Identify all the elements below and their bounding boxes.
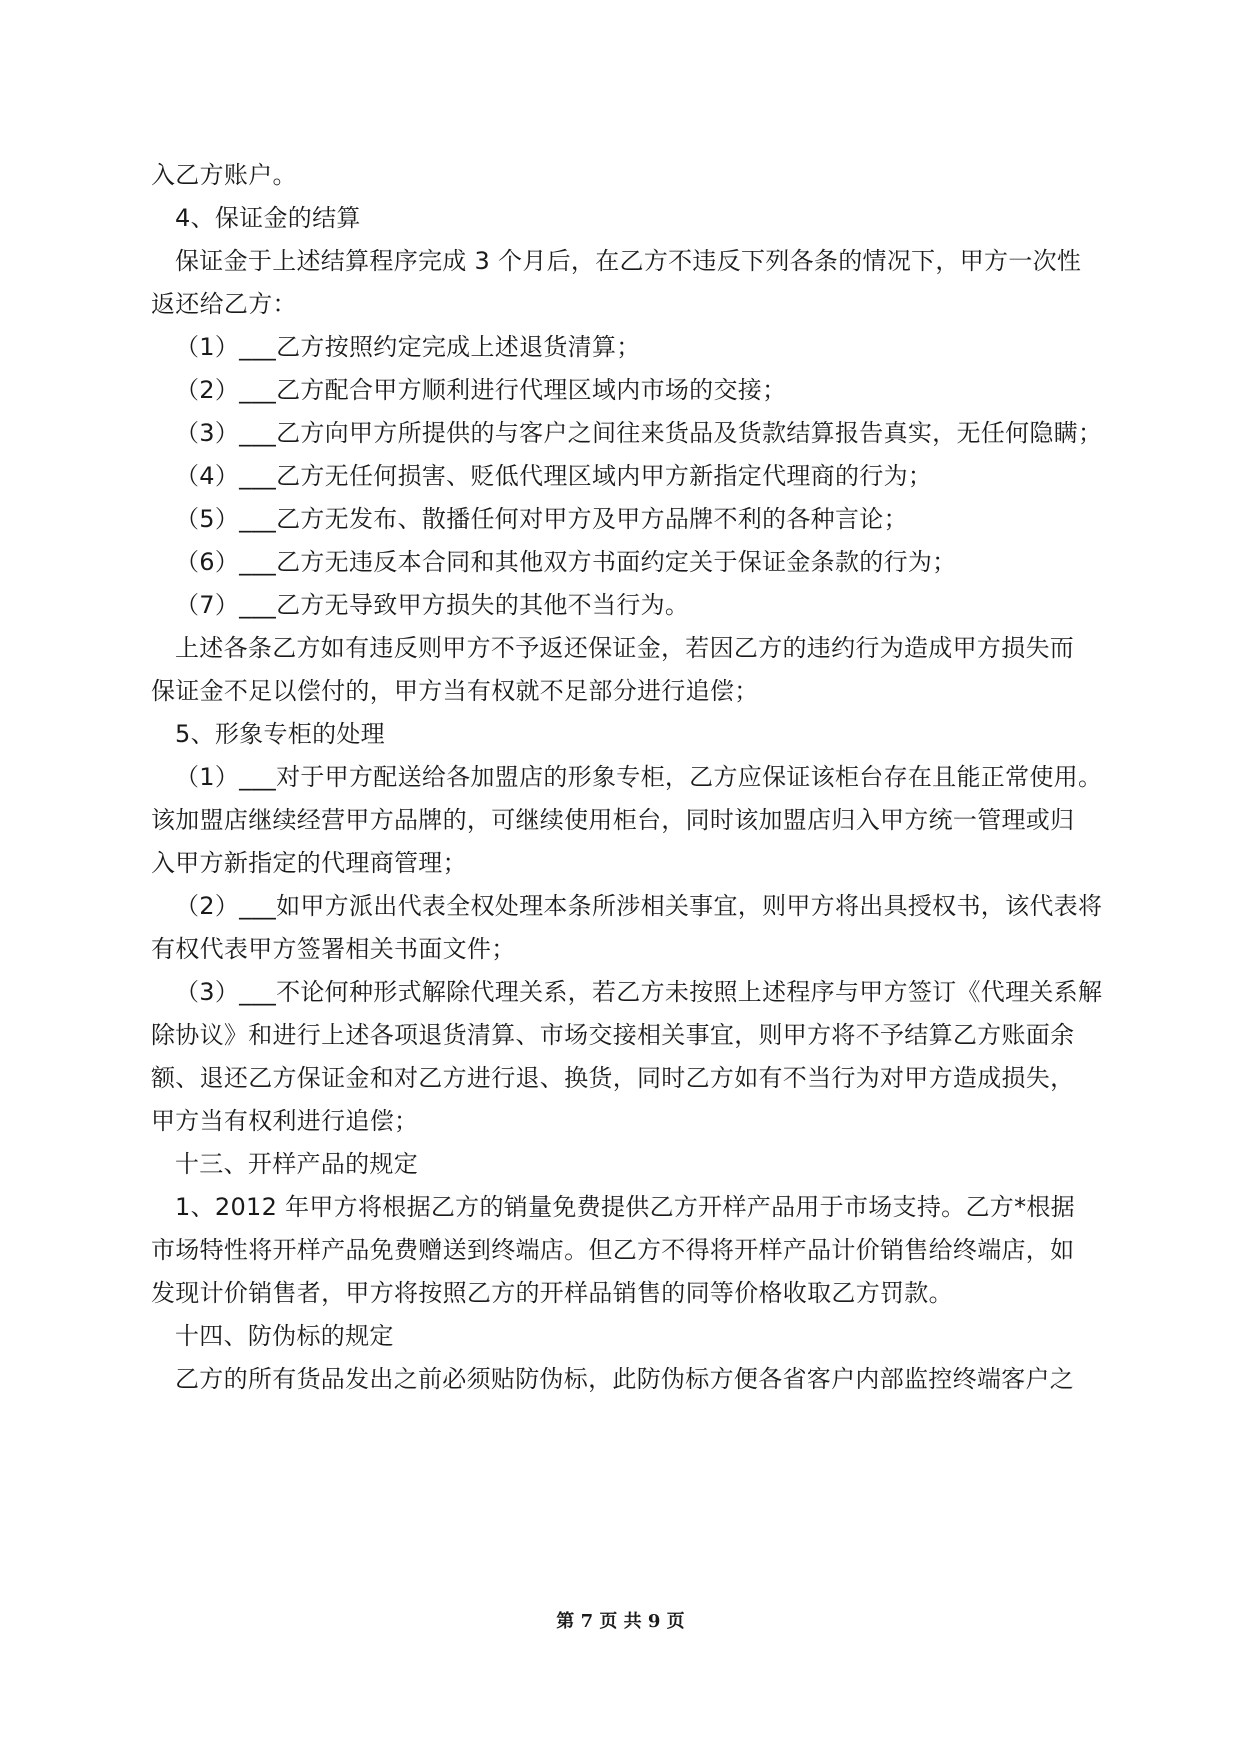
- paragraph-line: 甲方当有权利进行追偿；: [151, 1107, 419, 1135]
- paragraph-line: 除协议》和进行上述各项退货清算、市场交接相关事宜，则甲方将不予结算乙方账面余: [151, 1021, 1075, 1049]
- list-item: （3）___不论何种形式解除代理关系，若乙方未按照上述程序与甲方签订《代理关系解: [175, 978, 1103, 1006]
- paragraph-line: 乙方的所有货品发出之前必须贴防伪标，此防伪标方便各省客户内部监控终端客户之: [175, 1365, 1075, 1393]
- section-heading-image-counter: 5、形象专柜的处理: [175, 720, 385, 748]
- paragraph-line: 1、2012 年甲方将根据乙方的销量免费提供乙方开样产品用于市场支持。乙方*根据: [175, 1193, 1075, 1221]
- paragraph-line: 保证金于上述结算程序完成 3 个月后，在乙方不违反下列各条的情况下，甲方一次性: [175, 247, 1082, 275]
- list-item: （5）___乙方无发布、散播任何对甲方及甲方品牌不利的各种言论；: [175, 505, 908, 533]
- section-heading-deposit-settlement: 4、保证金的结算: [175, 204, 361, 232]
- list-item: （2）___如甲方派出代表全权处理本条所涉相关事宜，则甲方将出具授权书，该代表将: [175, 892, 1103, 920]
- paragraph-line: 发现计价销售者，甲方将按照乙方的开样品销售的同等价格收取乙方罚款。: [151, 1279, 953, 1307]
- list-item: （2）___乙方配合甲方顺利进行代理区域内市场的交接；: [175, 376, 787, 404]
- list-item: （4）___乙方无任何损害、贬低代理区域内甲方新指定代理商的行为；: [175, 462, 933, 490]
- list-item: （7）___乙方无导致甲方损失的其他不当行为。: [175, 591, 690, 619]
- page-number-footer: 第 7 页 共 9 页: [556, 1611, 685, 1632]
- paragraph-line: 上述各条乙方如有违反则甲方不予返还保证金，若因乙方的违约行为造成甲方损失而: [175, 634, 1075, 662]
- paragraph-line: 有权代表甲方签署相关书面文件；: [151, 935, 516, 963]
- list-item: （1）___乙方按照约定完成上述退货清算；: [175, 333, 641, 361]
- paragraph-line: 入乙方账户。: [151, 161, 297, 189]
- paragraph-line: 市场特性将开样产品免费赠送到终端店。但乙方不得将开样产品计价销售给终端店，如: [151, 1236, 1075, 1264]
- paragraph-line: 保证金不足以偿付的，甲方当有权就不足部分进行追偿；: [151, 677, 759, 705]
- list-item: （6）___乙方无违反本合同和其他双方书面约定关于保证金条款的行为；: [175, 548, 957, 576]
- section-heading-anti-counterfeit: 十四、防伪标的规定: [175, 1322, 394, 1350]
- paragraph-line: 额、退还乙方保证金和对乙方进行退、换货，同时乙方如有不当行为对甲方造成损失，: [151, 1064, 1075, 1092]
- list-item: （3）___乙方向甲方所提供的与客户之间往来货品及货款结算报告真实，无任何隐瞒；: [175, 419, 1103, 447]
- paragraph-line: 该加盟店继续经营甲方品牌的，可继续使用柜台，同时该加盟店归入甲方统一管理或归: [151, 806, 1075, 834]
- section-heading-sample-products: 十三、开样产品的规定: [175, 1150, 418, 1178]
- list-item: （1）___对于甲方配送给各加盟店的形象专柜，乙方应保证该柜台存在且能正常使用。: [175, 763, 1103, 791]
- paragraph-line: 返还给乙方：: [151, 290, 297, 318]
- paragraph-line: 入甲方新指定的代理商管理；: [151, 849, 467, 877]
